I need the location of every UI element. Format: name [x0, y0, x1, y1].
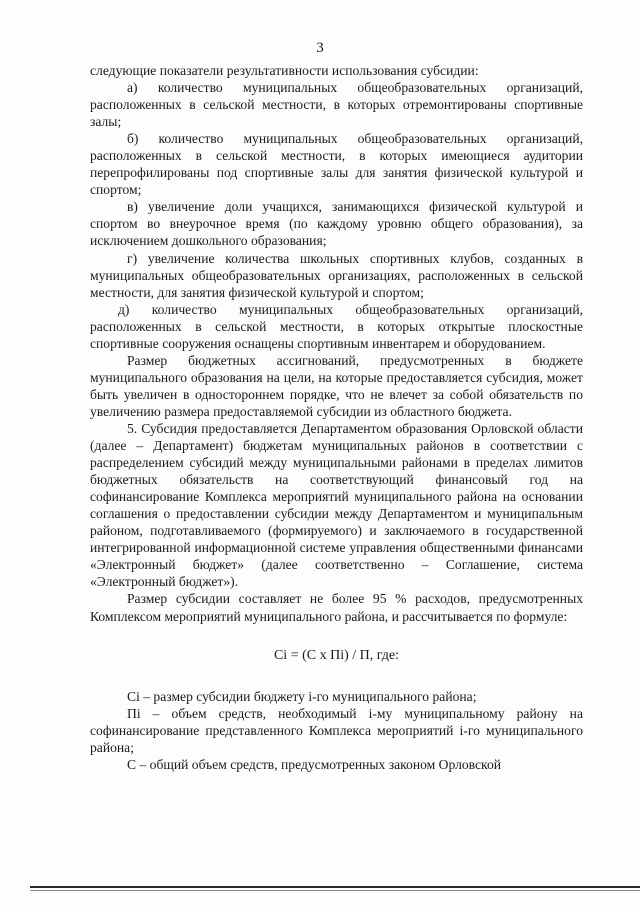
definition-ci: Сi – размер субсидии бюджету i-го муниципального района; — [127, 688, 477, 704]
definition-pi: Пi – объем средств, необходимый i-му муниципальному району на софинансирование представленного Комплекса мероприятий i-го муниципального района; — [90, 705, 583, 755]
definition-c: С – общий объем средств, предусмотренных законом Орловской — [127, 756, 502, 772]
list-item-e: д) количество муниципальных общеобразовательных организаций, расположенных в сельской местности, в которых открытые плоскостные спортивные сооружения оснащены спортивным инвентарем и оборудованием. — [90, 301, 583, 351]
paragraph-section-5: 5. Субсидия предоставляется Департаментом образования Орловской области (далее – Департамент) бюджетам муниципальных районов в соответствии с распределением субсидий между муниципальными районами в пределах лимитов бюджетных обязательств на соответствующий финансовый год на софинансирование Комплекса мероприятий муниципального района на основании соглашения о предоставлении субсидии между Департаментом и муниципальным районом, подготавливаемого (формируемого) и заключаемого в государственной интегрированной информационной системе управления общественными финансами «Электронный бюджет» (далее соответственно – Соглашение, система «Электронный бюджет»). — [90, 420, 583, 590]
page-number: 3 — [316, 40, 324, 56]
paragraph-subsidy-size: Размер субсидии составляет не более 95 % расходов, предусмотренных Комплексом мероприятий муниципального района, и рассчитывается по формуле: — [90, 591, 583, 624]
document-body — [90, 62, 583, 773]
list-item-c: в) увеличение доли учащихся, занимающихся физической культурой и спортом во внеурочное время (по каждому уровню общего образования), за исключением дошкольного образования; — [90, 199, 583, 249]
formula: Сi = (С х Пi) / П, где: — [273, 647, 400, 663]
paragraph-intro: следующие показатели результативности использования субсидии: — [90, 63, 479, 78]
list-item-a: а) количество муниципальных общеобразовательных организаций, расположенных в сельской местности, в которых отремонтированы спортивные залы; — [90, 80, 583, 130]
scan-edge-line-thin — [30, 890, 640, 891]
scan-edge-line — [30, 886, 640, 888]
paragraph-budget-size: Размер бюджетных ассигнований, предусмотренных в бюджете муниципального образования на цели, на которые предоставляется субсидия, может быть увеличен в одностороннем порядке, что не влечет за собой обязательств по увеличению размера предоставляемой субсидии из областного бюджета. — [90, 352, 583, 419]
list-item-d: г) увеличение количества школьных спортивных клубов, созданных в муниципальных общеобразовательных организациях, расположенных в сельской местности, для занятия физической культурой и спортом; — [90, 250, 583, 300]
list-item-b: б) количество муниципальных общеобразовательных организаций, расположенных в сельской местности, в которых имеющиеся аудитории перепрофилированы под спортивные залы для занятия физической культурой и спортом; — [90, 131, 583, 198]
